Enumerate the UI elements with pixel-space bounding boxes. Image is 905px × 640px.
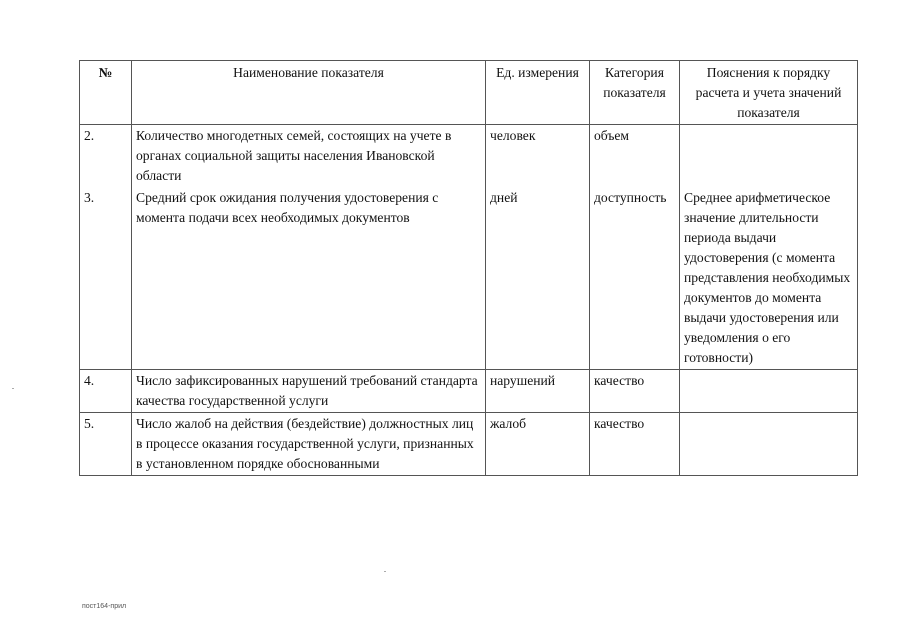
row-number: 2. [80, 125, 132, 188]
scan-speck [384, 571, 386, 572]
row-note: Среднее арифметическое значение длительности периода выдачи удостоверения (с момента представления необходимых документов до момента выдачи удостоверения или уведомления о его готовности) [680, 187, 858, 370]
table-row [80, 413, 858, 476]
table-row [80, 125, 858, 188]
table-row [80, 187, 858, 370]
row-note [680, 125, 858, 188]
row-indicator-name: Количество многодетных семей, состоящих на учете в органах социальной защиты населения Ивановской области [132, 125, 486, 188]
row-number: 5. [80, 413, 132, 476]
footer-filename: пост164-прил [82, 603, 127, 610]
row-category: качество [590, 370, 680, 413]
row-note [680, 413, 858, 476]
row-unit: нарушений [486, 370, 590, 413]
scan-speck [12, 388, 14, 389]
row-indicator-name: Число жалоб на действия (бездействие) должностных лиц в процессе оказания государственной услуги, признанных в установленном порядке обоснованными [132, 413, 486, 476]
row-indicator-name: Средний срок ожидания получения удостоверения с момента подачи всех необходимых документов [132, 187, 486, 370]
row-category: объем [590, 125, 680, 188]
row-note [680, 370, 858, 413]
row-unit: дней [486, 187, 590, 370]
row-indicator-name: Число зафиксированных нарушений требований стандарта качества государственной услуги [132, 370, 486, 413]
header-category: Категория показателя [590, 61, 680, 125]
header-note: Пояснения к порядку расчета и учета значений показателя [680, 61, 858, 125]
row-number: 3. [80, 187, 132, 370]
row-category: доступность [590, 187, 680, 370]
indicators-table [79, 60, 858, 476]
header-unit: Ед. измерения [486, 61, 590, 125]
header-indicator-name: Наименование показателя [132, 61, 486, 125]
row-number: 4. [80, 370, 132, 413]
table-header-row [80, 61, 858, 125]
row-unit: жалоб [486, 413, 590, 476]
row-unit: человек [486, 125, 590, 188]
row-category: качество [590, 413, 680, 476]
header-number: № [80, 61, 132, 125]
table-row [80, 370, 858, 413]
